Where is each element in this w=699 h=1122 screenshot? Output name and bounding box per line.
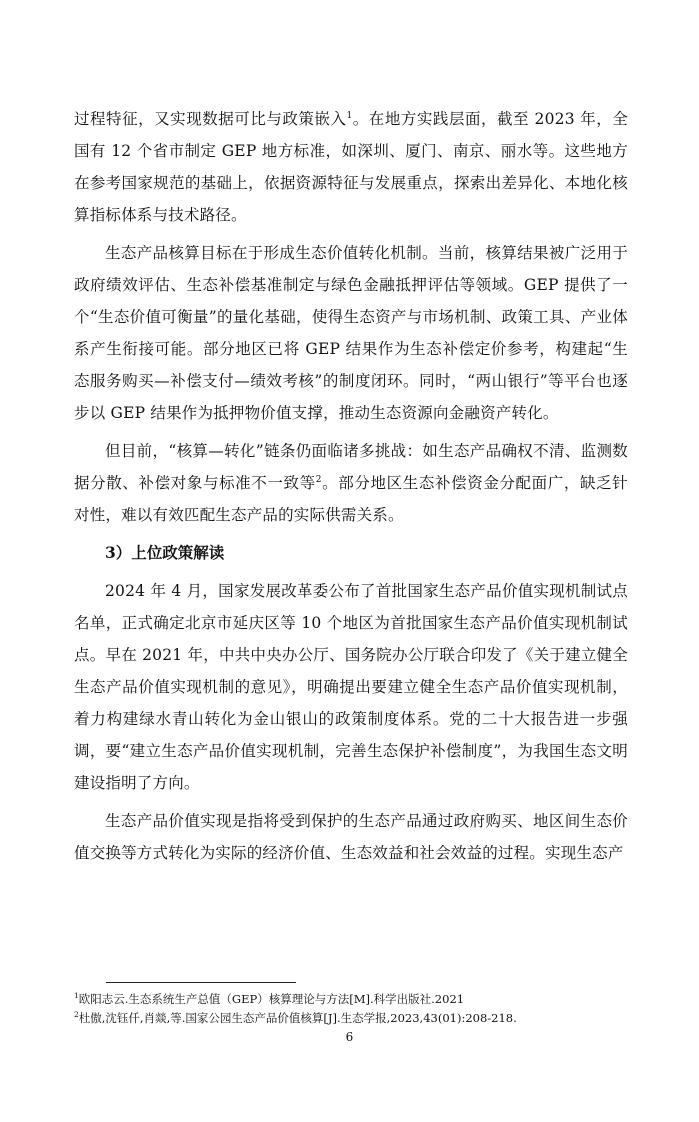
- section-heading: 3）上位政策解读: [105, 543, 225, 562]
- paragraph-1-text-cont: 。在地方实践层面，截至 2023 年，全国有 12 个省市制定 GEP 地方标准，如深圳、厦门、南京、丽水等。这些地方在参考国家规范的基础上，依据资源特征与发展重点，探索出差异化、本地化核算指标体系与技术路径。: [74, 110, 628, 224]
- footnote-1: [74, 990, 634, 1009]
- footnote-divider: [106, 982, 296, 983]
- paragraph-3-text: 但目前，“核算—转化”链条仍面临诸多挑战：如生态产品确权不清、监测数据分散、补偿对象与标准不一致等: [74, 442, 628, 492]
- footnote-2-marker: 2: [74, 1010, 79, 1020]
- footnote-2-text: 杜傲,沈钰仟,肖燚,等.国家公园生态产品价值核算[J].生态学报,2023,43(01):208-218.: [78, 1011, 517, 1025]
- paragraph-4: 2024 年 4 月，国家发展改革委公布了首批国家生态产品价值实现机制试点名单，正式确定北京市延庆区等 10 个地区为首批国家生态产品价值实现机制试点。早在 2021 年，中共中央办公厅、国务院办公厅联合印发了《关于建立健全生态产品价值实现机制的意见》，明确提出要建立健全生态产品价值实现机制，着力构建绿水青山转化为金山银山的政策制度体系。党的二十大报告进一步强调，要“建立生态产品价值实现机制，完善生态保护补偿制度”，为我国生态文明建设指明了方向。: [74, 582, 628, 792]
- paragraph-2: 生态产品核算目标在于形成生态价值转化机制。当前，核算结果被广泛用于政府绩效评估、生态补偿基准制定与绿色金融抵押评估等领域。GEP 提供了一个“生态价值可衡量”的量化基础，使得生态资产与市场机制、政策工具、产业体系产生衔接可能。部分地区已将 GEP 结果作为生态补偿定价参考，构建起“生态服务购买—补偿支付—绩效考核”的制度闭环。同时，“两山银行”等平台也逐步以 GEP 结果作为抵押物价值支撑，推动生态资源向金融资产转化。: [74, 244, 628, 422]
- paragraph-3-text-cont: 。部分地区生态补偿资金分配面广，缺乏针对性，难以有效匹配生态产品的实际供需关系。: [74, 474, 628, 524]
- page-number: 6: [345, 1030, 354, 1044]
- paragraph-5: 生态产品价值实现是指将受到保护的生态产品通过政府购买、地区间生态价值交换等方式转化为实际的经济价值、生态效益和社会效益的过程。实现生态产: [74, 812, 628, 862]
- footnote-ref-2: 2: [315, 474, 322, 485]
- footnotes: [74, 990, 634, 1028]
- footnote-1-marker: 1: [74, 991, 79, 1001]
- paragraph-1: [74, 103, 628, 231]
- footnote-2: [74, 1009, 634, 1028]
- body-text: [74, 103, 628, 875]
- footnote-ref-1: 1: [346, 110, 353, 121]
- paragraph-1-text: 过程特征，又实现数据可比与政策嵌入: [74, 110, 347, 128]
- paragraph-3: [74, 435, 628, 531]
- footnote-1-text: 欧阳志云.生态系统生产总值（GEP）核算理论与方法[M].科学出版社.2021: [78, 992, 465, 1006]
